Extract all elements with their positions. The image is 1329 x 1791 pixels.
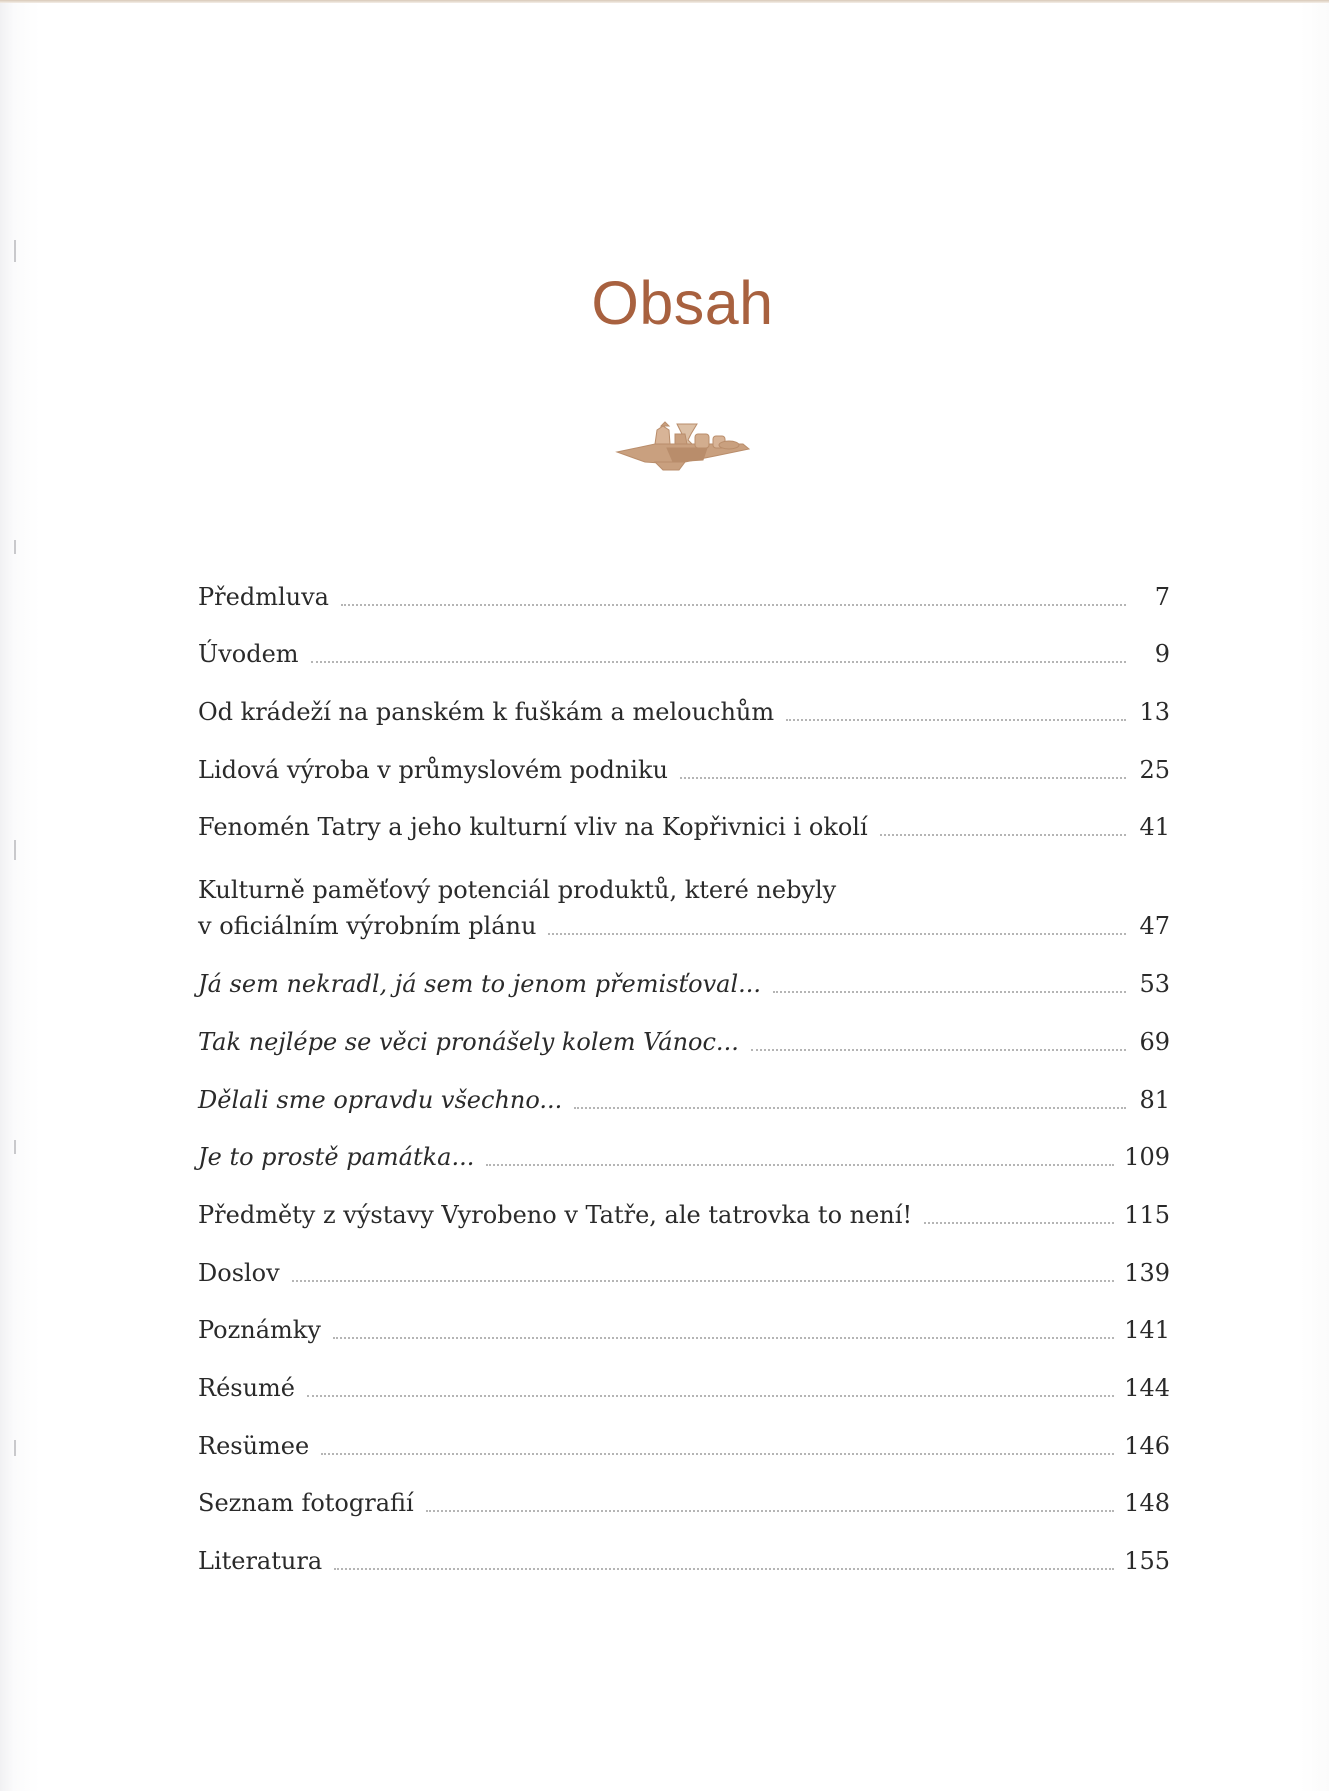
- binding-mark: [14, 540, 16, 554]
- leader-dots: [880, 834, 1126, 836]
- toc-entry[interactable]: [198, 791, 1170, 849]
- toc-page-number: 53: [1139, 970, 1170, 999]
- toc-page-number: 146: [1124, 1431, 1170, 1460]
- toc-entry-label: Od krádeží na panském k fuškám a melouchům: [198, 698, 775, 727]
- toc-entry[interactable]: [198, 1236, 1170, 1294]
- toc-page-number: 69: [1139, 1027, 1170, 1056]
- leader-dots: [292, 1280, 1114, 1282]
- toc-entry-label: Résumé: [198, 1373, 296, 1402]
- pottery-still-life-icon: [615, 418, 751, 480]
- toc-entry-label: Úvodem: [198, 640, 299, 669]
- leader-dots: [924, 1222, 1114, 1224]
- leader-dots: [426, 1510, 1114, 1512]
- page-top-edge: [0, 0, 1329, 3]
- toc-page-number: 81: [1139, 1085, 1170, 1114]
- leader-dots: [548, 933, 1126, 935]
- toc-page-number: 47: [1139, 912, 1170, 941]
- leader-dots: [333, 1337, 1114, 1339]
- toc-page-number: 13: [1139, 698, 1170, 727]
- toc-entry-label: Já sem nekradl, já sem to jenom přemisťoval...: [198, 970, 762, 999]
- toc-entry-label: Literatura: [198, 1547, 323, 1575]
- toc-entry[interactable]: [198, 1005, 1170, 1063]
- leader-dots: [751, 1049, 1126, 1051]
- toc-entry[interactable]: [198, 848, 1170, 947]
- toc-entry[interactable]: [198, 947, 1170, 1005]
- toc-entry-label: Předmluva: [198, 582, 329, 611]
- toc-page-number: 25: [1139, 755, 1170, 784]
- toc-page-number: 7: [1154, 582, 1170, 611]
- leader-dots: [574, 1107, 1126, 1109]
- table-of-contents: [198, 560, 1170, 1582]
- toc-entry[interactable]: [198, 1294, 1170, 1352]
- toc-entry[interactable]: [198, 733, 1170, 791]
- toc-entry-label-continued: v oficiálním výrobním plánu: [198, 912, 537, 941]
- toc-page-number: 109: [1124, 1143, 1170, 1172]
- toc-entry-label: Tak nejlépe se věci pronášely kolem Vánoc...: [198, 1027, 739, 1056]
- leader-dots: [334, 1568, 1114, 1570]
- toc-entry[interactable]: [198, 1063, 1170, 1121]
- toc-page-number: 115: [1124, 1200, 1170, 1229]
- toc-entry-label: Dělali sme opravdu všechno...: [198, 1085, 563, 1114]
- leader-dots: [307, 1395, 1114, 1397]
- toc-page-number: 148: [1124, 1489, 1170, 1518]
- toc-page-number: 9: [1154, 640, 1170, 669]
- leader-dots: [486, 1164, 1114, 1166]
- toc-entry[interactable]: [198, 1467, 1170, 1525]
- toc-page-number: 139: [1124, 1258, 1170, 1287]
- toc-page-number: 155: [1124, 1547, 1170, 1575]
- toc-page-number: 144: [1124, 1373, 1170, 1402]
- toc-page-number: 41: [1139, 813, 1170, 842]
- toc-entry[interactable]: [198, 618, 1170, 676]
- toc-entry[interactable]: [198, 1409, 1170, 1467]
- binding-mark: [14, 240, 16, 262]
- toc-entry-label: Doslov: [198, 1258, 280, 1287]
- leader-dots: [311, 661, 1126, 663]
- leader-dots: [341, 604, 1126, 606]
- toc-entry[interactable]: [198, 675, 1170, 733]
- toc-entry-label: Resümee: [198, 1431, 310, 1460]
- toc-entry[interactable]: [198, 560, 1170, 618]
- binding-mark: [14, 1140, 16, 1154]
- toc-entry-label: Je to prostě památka...: [198, 1143, 475, 1172]
- page-title: Obsah: [591, 269, 774, 337]
- leader-dots: [786, 719, 1126, 721]
- toc-entry-label: Předměty z výstavy Vyrobeno v Tatře, ale tatrovka to není!: [198, 1200, 913, 1229]
- leader-dots: [773, 991, 1126, 993]
- toc-entry-label: Seznam fotografií: [198, 1489, 414, 1518]
- binding-mark: [14, 840, 16, 860]
- toc-entry-label: Lidová výroba v průmyslovém podniku: [198, 755, 668, 784]
- binding-mark: [14, 1440, 16, 1456]
- toc-entry-line2: [198, 908, 1170, 944]
- toc-entry[interactable]: [198, 1351, 1170, 1409]
- toc-page-number: 141: [1124, 1316, 1170, 1345]
- toc-entry-label: Fenomén Tatry a jeho kulturní vliv na Kopřivnici i okolí: [198, 813, 868, 842]
- toc-entry-label: Kulturně paměťový potenciál produktů, které nebyly: [198, 876, 837, 905]
- leader-dots: [321, 1453, 1114, 1455]
- toc-entry[interactable]: [198, 1178, 1170, 1236]
- toc-entry[interactable]: [198, 1121, 1170, 1179]
- toc-entry[interactable]: [198, 1524, 1170, 1582]
- leader-dots: [680, 777, 1126, 779]
- toc-entry-label: Poznámky: [198, 1316, 321, 1345]
